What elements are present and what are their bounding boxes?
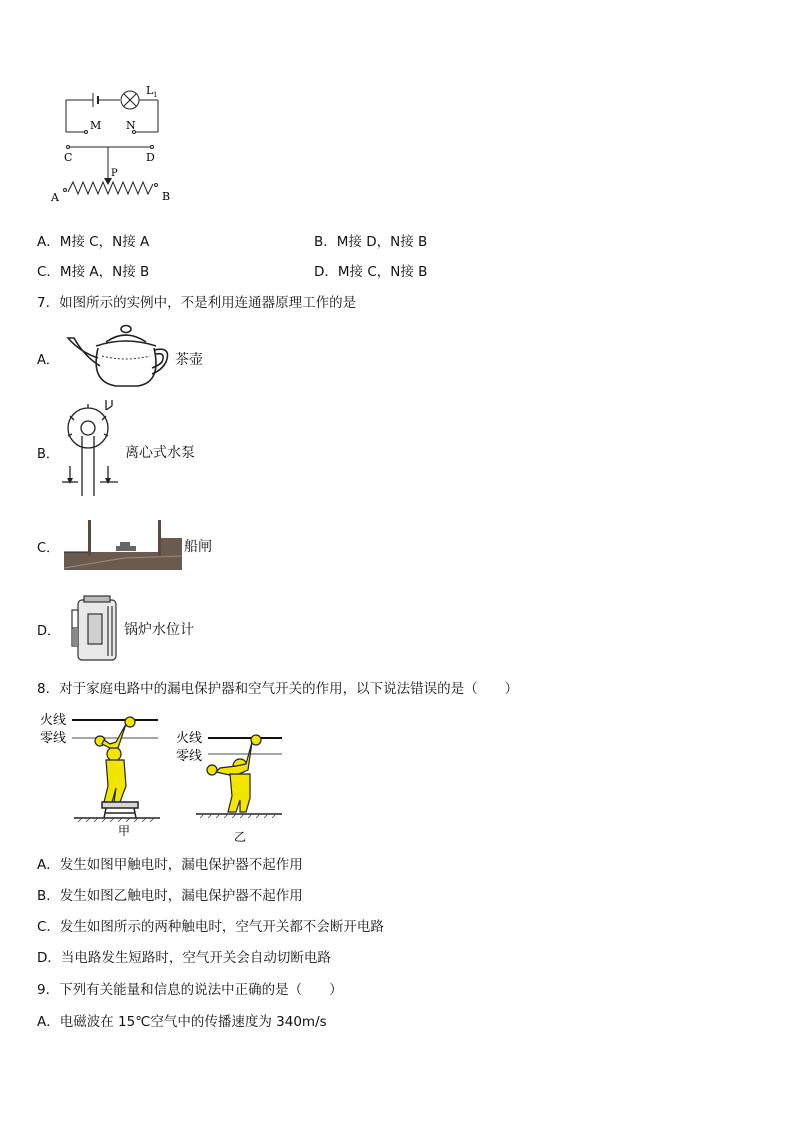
- q7-option-c-caption: 船闸: [184, 539, 212, 555]
- q6-option-b[interactable]: B．M接 D，N接 B: [314, 234, 428, 250]
- q7-stem: 7．如图所示的实例中，不是利用连通器原理工作的是: [37, 295, 357, 311]
- fig-b-neutral-label: 零线: [176, 749, 203, 764]
- water-pump-image: [62, 400, 122, 498]
- fig-b-label: 乙: [234, 830, 247, 844]
- q9-option-a[interactable]: A．电磁波在 15℃空气中的传播速度为 340m/s: [37, 1014, 327, 1030]
- q6-option-c[interactable]: C．M接 A，N接 B: [37, 264, 150, 280]
- q8-option-d[interactable]: D．当电路发生短路时，空气开关会自动切断电路: [37, 950, 331, 966]
- q9-stem: 9．下列有关能量和信息的说法中正确的是（ ）: [37, 982, 343, 998]
- label-L-sub: 1: [153, 91, 158, 99]
- q8-option-c[interactable]: C．发生如图所示的两种触电时，空气开关都不会断开电路: [37, 919, 384, 935]
- label-A: A: [51, 191, 59, 204]
- q6-option-a[interactable]: A．M接 C，N接 A: [37, 234, 150, 250]
- electric-shock-figure-b: [176, 726, 286, 850]
- label-D: D: [146, 151, 155, 164]
- label-L: L: [146, 84, 154, 97]
- circuit-diagram: [48, 84, 188, 209]
- label-P: P: [111, 168, 118, 179]
- q7-option-a-letter[interactable]: A．: [37, 353, 59, 368]
- slider-arrow: [104, 178, 112, 185]
- label-N: N: [126, 119, 136, 132]
- fig-b-live-label: 火线: [176, 731, 203, 746]
- fig-a-label: 甲: [118, 824, 131, 838]
- q7-option-c-letter[interactable]: C．: [37, 541, 60, 556]
- q7-option-a-caption: 茶壶: [175, 352, 203, 368]
- fig-a-live-label: 火线: [40, 713, 67, 728]
- q8-option-b[interactable]: B．发生如图乙触电时，漏电保护器不起作用: [37, 888, 303, 904]
- q7-option-d-caption: 锅炉水位计: [124, 622, 194, 638]
- q8-stem: 8．对于家庭电路中的漏电保护器和空气开关的作用，以下说法错误的是（ ）: [37, 681, 519, 697]
- label-M: M: [90, 119, 102, 132]
- q7-option-b-letter[interactable]: B．: [37, 447, 59, 462]
- q8-option-a[interactable]: A．发生如图甲触电时，漏电保护器不起作用: [37, 857, 303, 873]
- label-C: C: [64, 151, 73, 164]
- q7-option-d-letter[interactable]: D．: [37, 624, 61, 639]
- ship-lock-image: [64, 518, 182, 570]
- label-B: B: [162, 190, 171, 203]
- q6-option-d[interactable]: D．M接 C，N接 B: [314, 264, 428, 280]
- boiler-gauge-image: [68, 594, 122, 666]
- electric-shock-figure-a: [38, 710, 160, 844]
- q7-option-b-caption: 离心式水泵: [125, 445, 195, 461]
- fig-a-neutral-label: 零线: [40, 731, 67, 746]
- teapot-image: [66, 322, 174, 390]
